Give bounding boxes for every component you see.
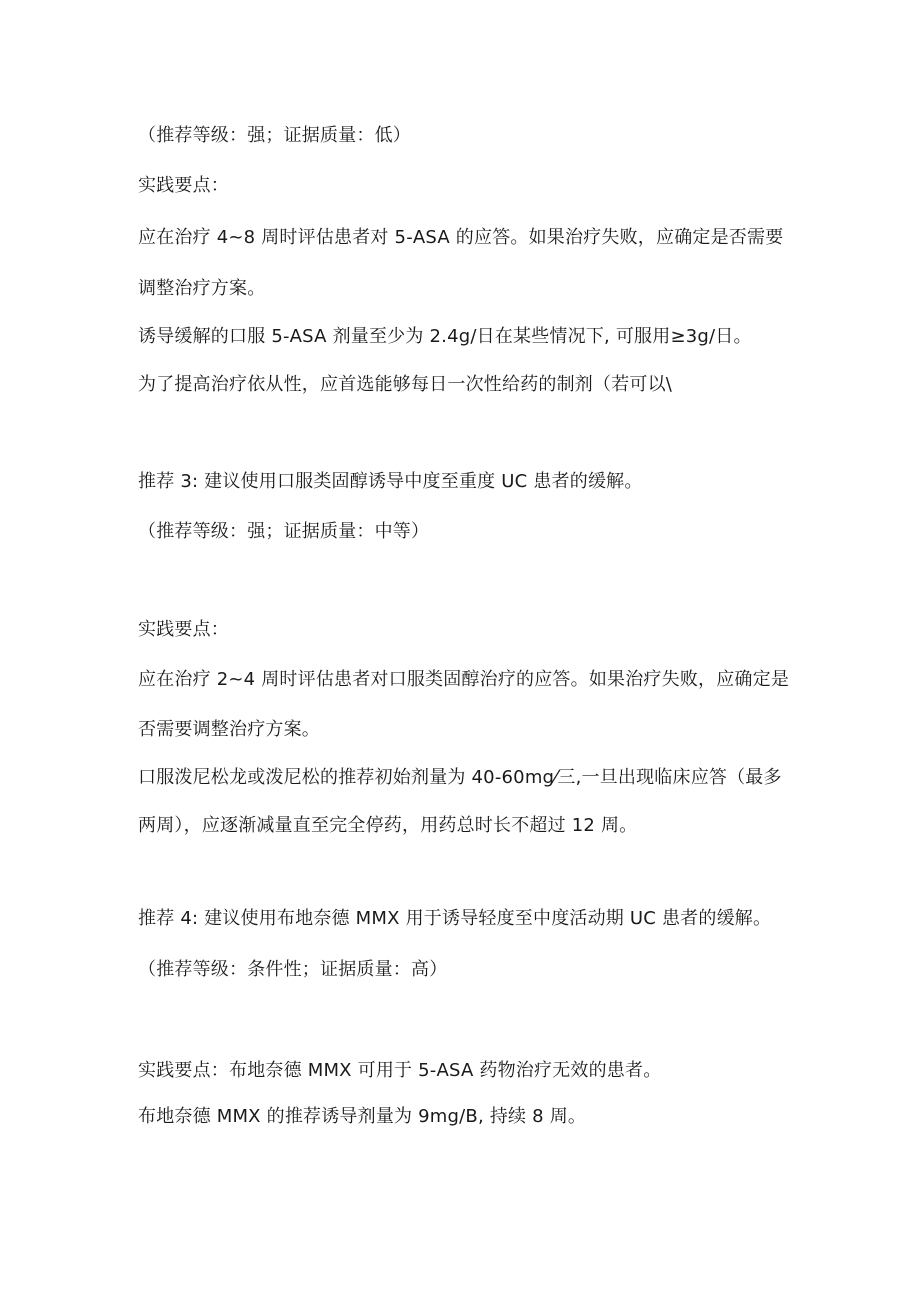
paragraph-line: 两周），应逐渐减量直至完全停药，用药总时长不超过 12 周。 bbox=[138, 815, 638, 836]
paragraph-line: 应在治疗 2~4 周时评估患者对口服类固醇治疗的应答。如果治疗失败，应确定是 bbox=[138, 669, 790, 690]
paragraph-line: 口服泼尼松龙或泼尼松的推荐初始剂量为 40-60mg⁄三,一旦出现临床应答（最多 bbox=[138, 767, 782, 788]
practice-points-line: 实践要点：布地奈德 MMX 可用于 5-ASA 药物治疗无效的患者。 bbox=[138, 1060, 662, 1081]
recommendation-3-heading: 推荐 3: 建议使用口服类固醇诱导中度至重度 UC 患者的缓解。 bbox=[138, 471, 643, 492]
practice-points-heading: 实践要点： bbox=[138, 175, 229, 196]
recommendation-4-heading: 推荐 4: 建议使用布地奈德 MMX 用于诱导轻度至中度活动期 UC 患者的缓解。 bbox=[138, 908, 772, 929]
paragraph-line: 否需要调整治疗方案。 bbox=[138, 719, 320, 740]
evidence-grade-rec2: （推荐等级：强；证据质量：低） bbox=[138, 125, 411, 146]
paragraph-line: 应在治疗 4~8 周时评估患者对 5-ASA 的应答。如果治疗失败，应确定是否需要 bbox=[138, 227, 784, 248]
paragraph-line: 为了提高治疗依从性，应首选能够每日一次性给药的制剂（若可以\ bbox=[138, 374, 673, 395]
evidence-grade-rec4: （推荐等级：条件性；证据质量：高） bbox=[138, 959, 448, 980]
evidence-grade-rec3: （推荐等级：强；证据质量：中等） bbox=[138, 521, 430, 542]
paragraph-line: 调整治疗方案。 bbox=[138, 278, 266, 299]
paragraph-line: 诱导缓解的口服 5-ASA 剂量至少为 2.4g/日在某些情况下, 可服用≥3g/日。 bbox=[138, 326, 752, 347]
paragraph-line: 布地奈德 MMX 的推荐诱导剂量为 9mg/B, 持续 8 周。 bbox=[138, 1106, 587, 1127]
practice-points-heading: 实践要点： bbox=[138, 619, 229, 640]
